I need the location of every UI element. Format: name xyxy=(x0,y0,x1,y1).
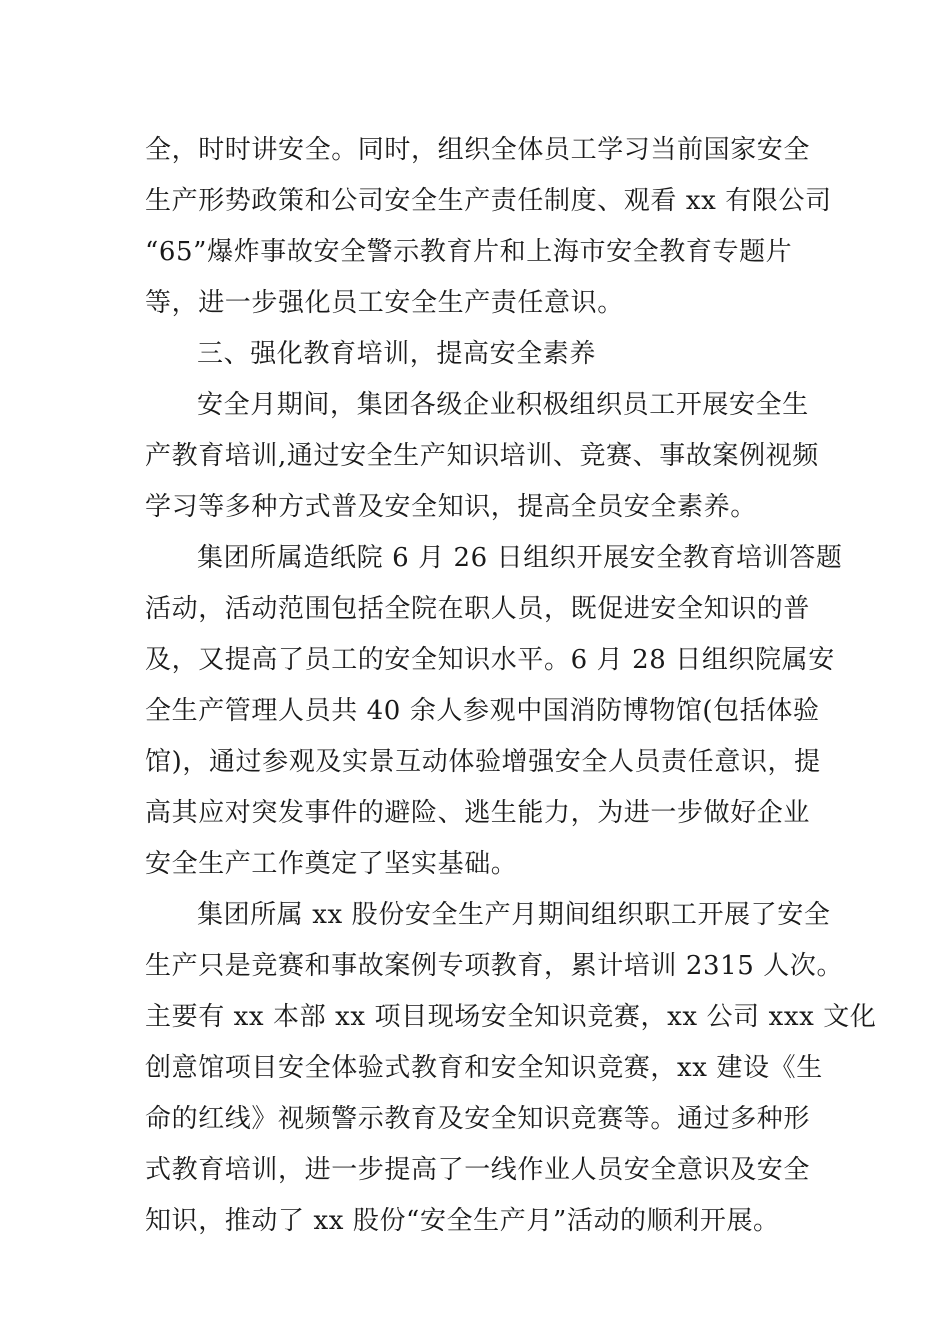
body-text xyxy=(145,125,877,1247)
text-line: 知识，推动了 xx 股份“安全生产月”活动的顺利开展。 xyxy=(145,1206,780,1236)
text-line: 等，进一步强化员工安全生产责任意识。 xyxy=(145,288,624,318)
text-line: 主要有 xx 本部 xx 项目现场安全知识竞赛，xx 公司 xxx 文化 xyxy=(145,1002,877,1032)
text-line: 产教育培训,通过安全生产知识培训、竞赛、事故案例视频 xyxy=(145,441,819,471)
text-line: 安全生产工作奠定了坚实基础。 xyxy=(145,849,518,879)
text-line: 学习等多种方式普及安全知识，提高全员安全素养。 xyxy=(145,492,757,522)
text-line: 生产只是竞赛和事故案例专项教育，累计培训 2315 人次。 xyxy=(145,951,844,981)
text-line: 生产形势政策和公司安全生产责任制度、观看 xx 有限公司 xyxy=(145,186,832,216)
text-line: 及，又提高了员工的安全知识水平。6 月 28 日组织院属安 xyxy=(145,645,835,675)
text-line: 全生产管理人员共 40 余人参观中国消防博物馆(包括体验 xyxy=(145,696,820,726)
paragraph-start-line: 集团所属造纸院 6 月 26 日组织开展安全教育培训答题 xyxy=(197,543,843,573)
text-line: 馆)，通过参观及实景互动体验增强安全人员责任意识，提 xyxy=(145,747,821,777)
paragraph-start-line: 安全月期间，集团各级企业积极组织员工开展安全生 xyxy=(197,390,809,420)
paragraph-start-line: 集团所属 xx 股份安全生产月期间组织职工开展了安全 xyxy=(197,900,831,930)
text-line: 高其应对突发事件的避险、逃生能力，为进一步做好企业 xyxy=(145,798,811,828)
text-line: 创意馆项目安全体验式教育和安全知识竞赛，xx 建设《生 xyxy=(145,1053,823,1083)
section-heading: 三、强化教育培训，提高安全素养 xyxy=(197,339,597,369)
text-line: 命的红线》视频警示教育及安全知识竞赛等。通过多种形 xyxy=(145,1104,811,1134)
text-line: 活动，活动范围包括全院在职人员，既促进安全知识的普 xyxy=(145,594,811,624)
text-line: 式教育培训，进一步提高了一线作业人员安全意识及安全 xyxy=(145,1155,811,1185)
text-line: 全，时时讲安全。同时，组织全体员工学习当前国家安全 xyxy=(145,135,811,165)
text-line: “65”爆炸事故安全警示教育片和上海市安全教育专题片 xyxy=(145,237,793,267)
